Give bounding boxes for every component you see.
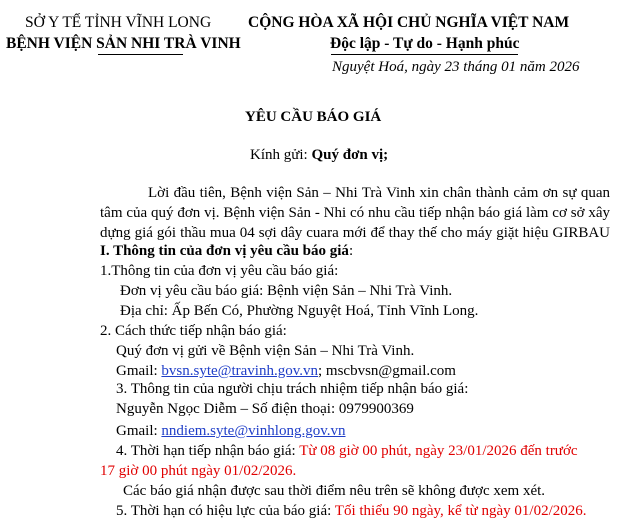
hospital-name-text: BỆNH VIỆN SẢN NHI TRÀ VINH (6, 35, 241, 52)
item5-prefix: 5. Thời hạn có hiệu lực của báo giá: (116, 503, 335, 519)
item5-line (116, 502, 587, 520)
intro-line-2: tâm của quý đơn vị. Bệnh viện Sản - Nhi có nhu cầu tiếp nhận báo giá làm cơ sở xây (100, 205, 610, 221)
item2-gmail-separator: ; (318, 363, 326, 379)
item2-gmail-label: Gmail: (116, 363, 162, 379)
item2-gmail-link[interactable]: bvsn.syte@travinh.gov.vn (161, 363, 318, 379)
item2-gmail-alt: mscbvsn@gmail.com (325, 363, 456, 379)
national-motto: Độc lập - Tự do - Hạnh phúc (330, 35, 520, 52)
motto-underline (331, 54, 518, 55)
item5-value: Tối thiểu 90 ngày, kể từ ngày 01/02/2026. (334, 503, 587, 519)
item3-title: 3. Thông tin của người chịu trách nhiệm tiếp nhận báo giá: (116, 381, 469, 397)
item1-address: Địa chỉ: Ấp Bến Có, Phường Nguyệt Hoá, Tỉnh Vĩnh Long. (120, 303, 479, 319)
page-title: YÊU CẦU BÁO GIÁ (245, 109, 382, 125)
greeting-recipient: Quý đơn vị; (311, 147, 389, 163)
item4-period-a: Từ 08 giờ 00 phút, ngày 23/01/2026 đến trước (299, 443, 578, 459)
item3-gmail-line (116, 422, 346, 440)
item4-note: Các báo giá nhận được sau thời điểm nêu trên sẽ không được xem xét. (123, 483, 546, 499)
hospital-name-underline (98, 54, 183, 55)
section-heading-text: I. Thông tin của đơn vị yêu cầu báo giá (100, 243, 349, 259)
item3-person: Nguyễn Ngọc Diễm – Số điện thoại: 0979900369 (116, 401, 414, 417)
hospital-name (6, 35, 241, 53)
item2-gmail-line (116, 362, 456, 380)
item1-unit: Đơn vị yêu cầu báo giá: Bệnh viện Sản – Nhi Trà Vinh. (120, 283, 453, 299)
section-heading-colon: : (348, 243, 354, 259)
item1-title: 1.Thông tin của đơn vị yêu cầu báo giá: (100, 263, 339, 279)
intro-line-3: dựng giá gói thầu mua 04 sợi dây cuara mới để thay thế cho máy giặt hiệu GIRBAU (100, 225, 610, 241)
greeting-prefix: Kính gửi: (250, 147, 312, 163)
item3-gmail-label: Gmail: (116, 423, 162, 439)
item2-send-to: Quý đơn vị gửi về Bệnh viện Sản – Nhi Trà Vinh. (116, 343, 415, 359)
intro-line-1: Lời đầu tiên, Bệnh viện Sản – Nhi Trà Vinh xin chân thành cảm ơn sự quan (148, 185, 610, 201)
item4-prefix: 4. Thời hạn tiếp nhận báo giá: (116, 443, 300, 459)
date-line: Nguyệt Hoá, ngày 23 tháng 01 năm 2026 (332, 59, 580, 75)
section-heading (100, 242, 353, 260)
greeting (250, 146, 388, 164)
item2-title: 2. Cách thức tiếp nhận báo giá: (100, 323, 287, 339)
item3-gmail-link[interactable]: nndiem.syte@vinhlong.gov.vn (161, 423, 346, 439)
item4-line (116, 442, 578, 460)
national-title: CỘNG HÒA XÃ HỘI CHỦ NGHĨA VIỆT NAM (248, 14, 570, 31)
department-name: SỞ Y TẾ TỈNH VĨNH LONG (25, 14, 212, 31)
item4-period-b: 17 giờ 00 phút ngày 01/02/2026. (100, 463, 297, 479)
